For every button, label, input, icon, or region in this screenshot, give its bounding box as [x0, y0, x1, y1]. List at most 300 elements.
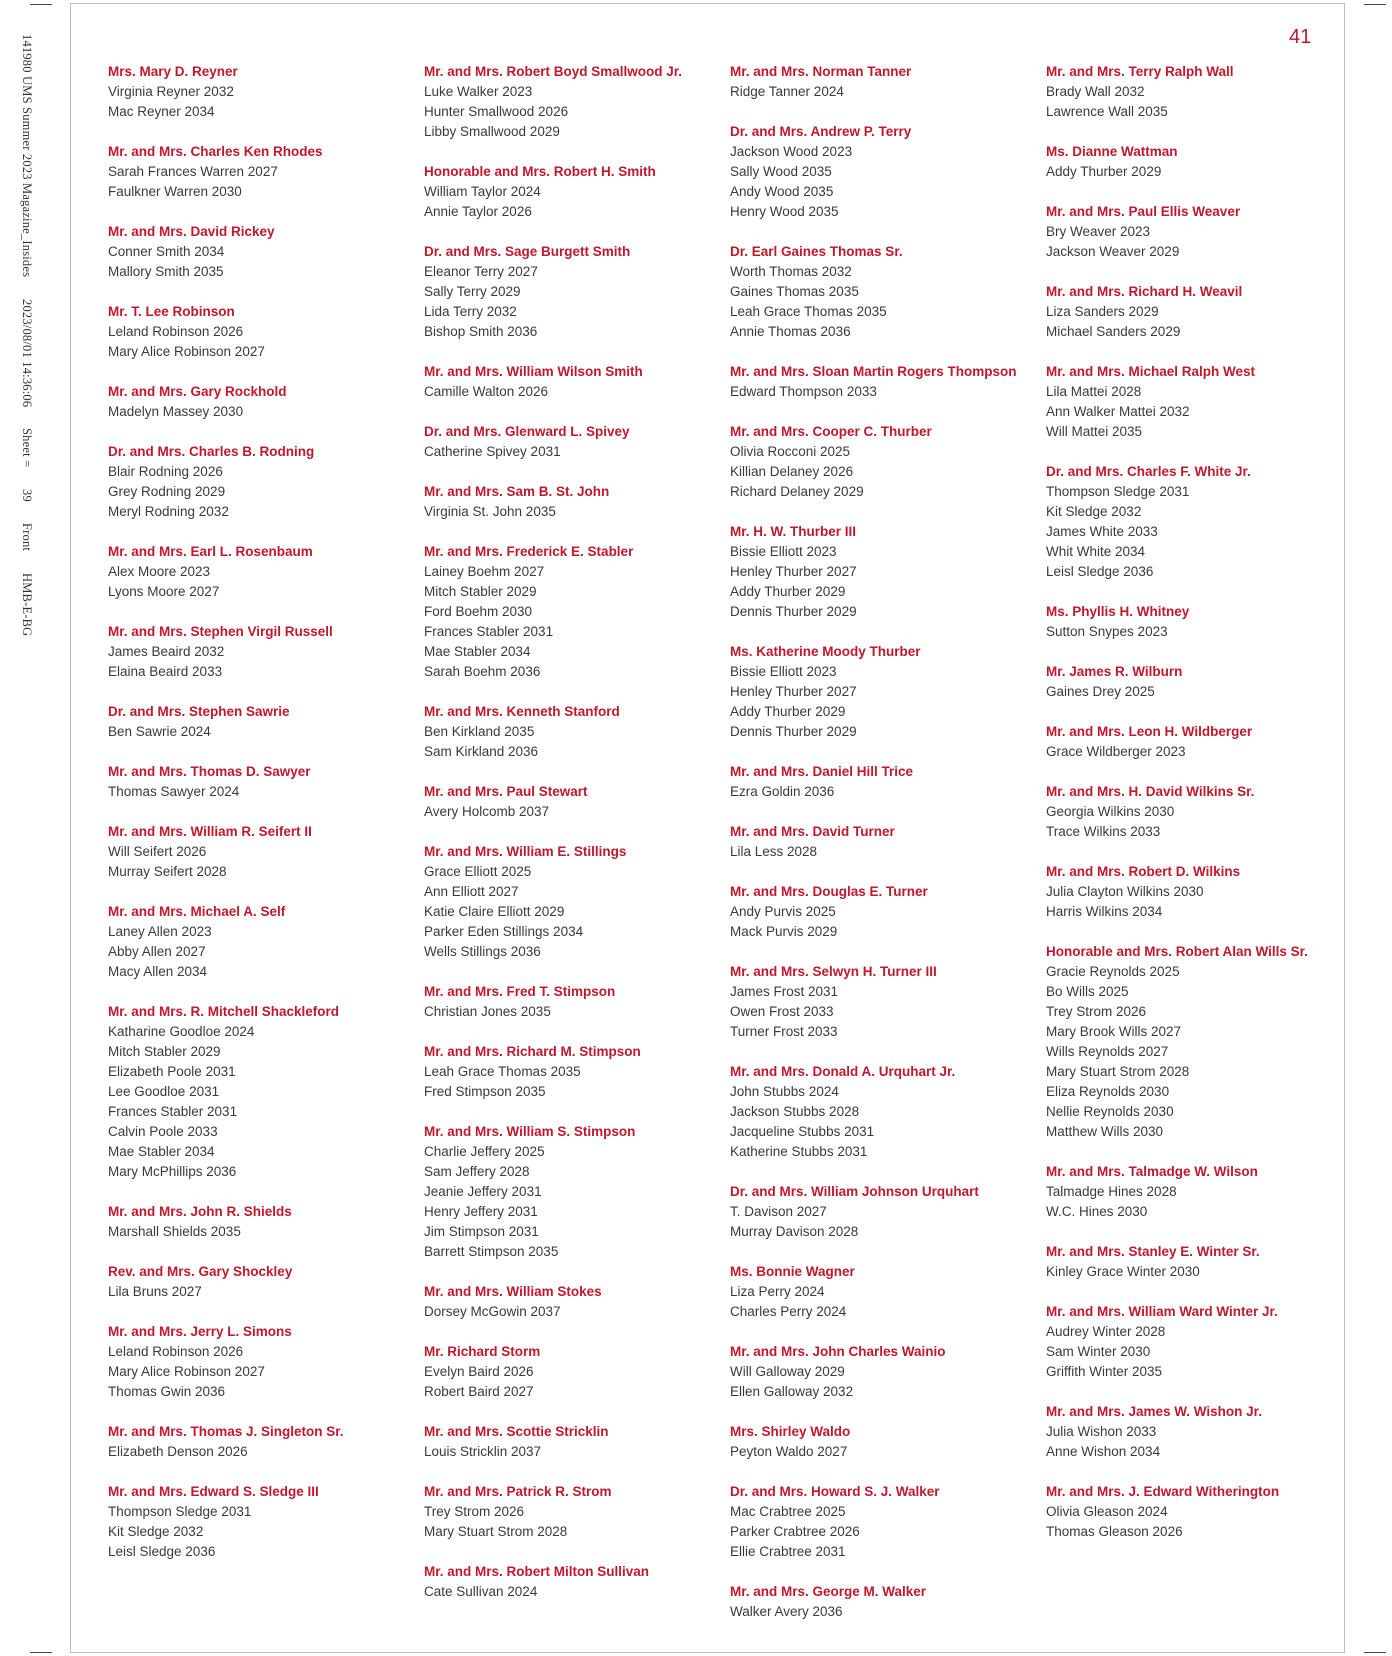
donor-name: Mr. and Mrs. John Charles Wainio	[730, 1344, 946, 1359]
honoree-name: Leah Grace Thomas 2035	[730, 304, 887, 319]
donor-name: Mr. and Mrs. Terry Ralph Wall	[1046, 64, 1234, 79]
honoree-name: W.C. Hines 2030	[1046, 1204, 1148, 1219]
donor-entry	[1046, 1402, 1316, 1462]
donor-entry	[108, 1322, 398, 1402]
donor-entry	[1046, 462, 1316, 582]
donor-name: Mr. and Mrs. Fred T. Stimpson	[424, 984, 616, 999]
donor-entry	[424, 242, 714, 342]
donor-entry	[424, 1422, 714, 1462]
donor-name: Mr. and Mrs. Richard M. Stimpson	[424, 1044, 641, 1059]
donor-entry	[1046, 722, 1316, 762]
honoree-name: Mitch Stabler 2029	[108, 1044, 221, 1059]
honoree-name: John Stubbs 2024	[730, 1084, 839, 1099]
honoree-name: Ann Walker Mattei 2032	[1046, 404, 1190, 419]
donor-name: Honorable and Mrs. Robert H. Smith	[424, 164, 656, 179]
donor-entry	[424, 482, 714, 522]
honoree-name: Owen Frost 2033	[730, 1004, 834, 1019]
honoree-name: Thomas Gwin 2036	[108, 1384, 226, 1399]
honoree-name: Parker Crabtree 2026	[730, 1524, 860, 1539]
honoree-name: Camille Walton 2026	[424, 384, 549, 399]
honoree-name: Addy Thurber 2029	[730, 584, 846, 599]
honoree-name: Katie Claire Elliott 2029	[424, 904, 565, 919]
donor-name: Mr. and Mrs. Robert Milton Sullivan	[424, 1564, 650, 1579]
donor-entry	[730, 522, 1030, 622]
donor-name: Mr. H. W. Thurber III	[730, 524, 857, 539]
donor-entry	[730, 62, 1030, 102]
honoree-name: Macy Allen 2034	[108, 964, 208, 979]
donor-entry	[424, 842, 714, 962]
donor-entry	[424, 1482, 714, 1542]
slug-sheet-label: Sheet =	[20, 428, 34, 468]
honoree-name: Sam Jeffery 2028	[424, 1164, 530, 1179]
donor-entry	[424, 162, 714, 222]
honoree-name: Lida Terry 2032	[424, 304, 517, 319]
honoree-name: Murray Davison 2028	[730, 1224, 859, 1239]
honoree-name: Lee Goodloe 2031	[108, 1084, 220, 1099]
donor-name: Honorable and Mrs. Robert Alan Wills Sr.	[1046, 944, 1308, 959]
column-2	[424, 62, 714, 1622]
donor-name: Dr. and Mrs. Charles B. Rodning	[108, 444, 315, 459]
honoree-name: Richard Delaney 2029	[730, 484, 864, 499]
donor-entry	[108, 1002, 398, 1182]
honoree-name: Parker Eden Stillings 2034	[424, 924, 584, 939]
donor-name: Mr. and Mrs. Patrick R. Strom	[424, 1484, 612, 1499]
donor-name: Mr. and Mrs. Charles Ken Rhodes	[108, 144, 323, 159]
honoree-name: Gracie Reynolds 2025	[1046, 964, 1180, 979]
donor-name: Mr. and Mrs. Robert Boyd Smallwood Jr.	[424, 64, 683, 79]
donor-entry	[424, 1122, 714, 1262]
honoree-name: Jeanie Jeffery 2031	[424, 1184, 542, 1199]
donor-entry	[730, 822, 1030, 862]
honoree-name: Elaina Beaird 2033	[108, 664, 223, 679]
honoree-name: Nellie Reynolds 2030	[1046, 1104, 1174, 1119]
print-slug	[14, 34, 34, 636]
honoree-name: Thompson Sledge 2031	[108, 1504, 252, 1519]
honoree-name: Dennis Thurber 2029	[730, 604, 857, 619]
donor-name: Mr. and Mrs. H. David Wilkins Sr.	[1046, 784, 1255, 799]
honoree-name: Libby Smallwood 2029	[424, 124, 560, 139]
donor-name: Mr. James R. Wilburn	[1046, 664, 1183, 679]
donor-name: Dr. and Mrs. Howard S. J. Walker	[730, 1484, 940, 1499]
donor-entry	[108, 622, 398, 682]
donor-name: Ms. Phyllis H. Whitney	[1046, 604, 1190, 619]
honoree-name: Ben Sawrie 2024	[108, 724, 211, 739]
donor-entry	[730, 1582, 1030, 1622]
donor-entry	[108, 702, 398, 742]
honoree-name: Jacqueline Stubbs 2031	[730, 1124, 875, 1139]
honoree-name: Bo Wills 2025	[1046, 984, 1129, 999]
donor-name: Dr. and Mrs. Stephen Sawrie	[108, 704, 290, 719]
honoree-name: Griffith Winter 2035	[1046, 1364, 1163, 1379]
donor-entry	[108, 1482, 398, 1562]
honoree-name: Barrett Stimpson 2035	[424, 1244, 559, 1259]
honoree-name: Kinley Grace Winter 2030	[1046, 1264, 1200, 1279]
donor-entry	[1046, 362, 1316, 442]
honoree-name: Killian Delaney 2026	[730, 464, 854, 479]
donor-entry	[1046, 1482, 1316, 1542]
honoree-name: Ellen Galloway 2032	[730, 1384, 854, 1399]
honoree-name: Jackson Stubbs 2028	[730, 1104, 860, 1119]
honoree-name: Jackson Wood 2023	[730, 144, 853, 159]
honoree-name: Brady Wall 2032	[1046, 84, 1145, 99]
donor-name: Mr. and Mrs. J. Edward Witherington	[1046, 1484, 1280, 1499]
honoree-name: Edward Thompson 2033	[730, 384, 877, 399]
donor-entry	[108, 1422, 398, 1462]
donor-name: Mr. and Mrs. William R. Seifert II	[108, 824, 312, 839]
donor-name: Mr. and Mrs. Donald A. Urquhart Jr.	[730, 1064, 956, 1079]
honoree-name: Lawrence Wall 2035	[1046, 104, 1168, 119]
honoree-name: Trace Wilkins 2033	[1046, 824, 1161, 839]
honoree-name: Addy Thurber 2029	[1046, 164, 1162, 179]
donor-entry	[730, 242, 1030, 342]
honoree-name: Avery Holcomb 2037	[424, 804, 550, 819]
honoree-name: Elizabeth Poole 2031	[108, 1064, 236, 1079]
honoree-name: Hunter Smallwood 2026	[424, 104, 569, 119]
honoree-name: Mae Stabler 2034	[424, 644, 531, 659]
honoree-name: Frances Stabler 2031	[424, 624, 554, 639]
donor-entry	[108, 62, 398, 122]
honoree-name: Turner Frost 2033	[730, 1024, 838, 1039]
honoree-name: Julia Wishon 2033	[1046, 1424, 1157, 1439]
slug-sheet-number: 39	[20, 488, 34, 502]
honoree-name: Mac Crabtree 2025	[730, 1504, 846, 1519]
honoree-name: Sally Terry 2029	[424, 284, 521, 299]
donor-name: Mr. and Mrs. Paul Ellis Weaver	[1046, 204, 1241, 219]
donor-entry	[108, 822, 398, 882]
honoree-name: Robert Baird 2027	[424, 1384, 534, 1399]
honoree-name: Katharine Goodloe 2024	[108, 1024, 255, 1039]
donor-name: Mr. and Mrs. Douglas E. Turner	[730, 884, 928, 899]
honoree-name: Jim Stimpson 2031	[424, 1224, 539, 1239]
donor-name: Mr. and Mrs. Scottie Stricklin	[424, 1424, 609, 1439]
donor-entry	[108, 1262, 398, 1302]
donor-entry	[108, 902, 398, 982]
slug-code: HMB-E-BG	[20, 572, 34, 636]
donor-entry	[730, 1422, 1030, 1462]
honoree-name: James White 2033	[1046, 524, 1158, 539]
donor-entry	[1046, 202, 1316, 262]
honoree-name: Mac Reyner 2034	[108, 104, 215, 119]
honoree-name: Charles Perry 2024	[730, 1304, 847, 1319]
donor-name: Mr. and Mrs. Cooper C. Thurber	[730, 424, 932, 439]
honoree-name: Henry Wood 2035	[730, 204, 839, 219]
honoree-name: Dorsey McGowin 2037	[424, 1304, 561, 1319]
honoree-name: Peyton Waldo 2027	[730, 1444, 848, 1459]
donor-entry	[424, 422, 714, 462]
crop-mark	[1364, 1652, 1386, 1653]
honoree-name: Luke Walker 2023	[424, 84, 533, 99]
donor-name: Mr. and Mrs. Norman Tanner	[730, 64, 912, 79]
honoree-name: Sam Kirkland 2036	[424, 744, 539, 759]
donor-name: Dr. and Mrs. William Johnson Urquhart	[730, 1184, 979, 1199]
donor-name: Mr. and Mrs. Leon H. Wildberger	[1046, 724, 1253, 739]
donor-name: Mr. and Mrs. Sam B. St. John	[424, 484, 610, 499]
donor-entry	[1046, 1242, 1316, 1282]
honoree-name: Ellie Crabtree 2031	[730, 1544, 846, 1559]
donor-name: Dr. and Mrs. Glenward L. Spivey	[424, 424, 630, 439]
donor-entry	[1046, 942, 1316, 1142]
honoree-name: Will Mattei 2035	[1046, 424, 1143, 439]
column-4	[1046, 62, 1316, 1562]
donor-entry	[108, 542, 398, 602]
honoree-name: Sutton Snypes 2023	[1046, 624, 1168, 639]
donor-entry	[730, 362, 1030, 402]
slug-date: 2023/08/01 14:36:06	[20, 298, 34, 407]
donor-entry	[730, 422, 1030, 502]
crop-mark	[1364, 4, 1386, 5]
honoree-name: Grace Elliott 2025	[424, 864, 532, 879]
donor-name: Mr. and Mrs. Thomas J. Singleton Sr.	[108, 1424, 344, 1439]
honoree-name: Liza Perry 2024	[730, 1284, 825, 1299]
donor-name: Mr. and Mrs. Richard H. Weavil	[1046, 284, 1243, 299]
honoree-name: Frances Stabler 2031	[108, 1104, 238, 1119]
honoree-name: Lila Mattei 2028	[1046, 384, 1142, 399]
honoree-name: Georgia Wilkins 2030	[1046, 804, 1175, 819]
honoree-name: Kit Sledge 2032	[108, 1524, 204, 1539]
donor-name: Mr. Richard Storm	[424, 1344, 541, 1359]
donor-name: Mr. and Mrs. Michael Ralph West	[1046, 364, 1256, 379]
donor-name: Dr. Earl Gaines Thomas Sr.	[730, 244, 903, 259]
honoree-name: Thompson Sledge 2031	[1046, 484, 1190, 499]
honoree-name: Leland Robinson 2026	[108, 324, 244, 339]
honoree-name: Sam Winter 2030	[1046, 1344, 1151, 1359]
honoree-name: Bissie Elliott 2023	[730, 664, 837, 679]
honoree-name: Mary McPhillips 2036	[108, 1164, 237, 1179]
honoree-name: Michael Sanders 2029	[1046, 324, 1181, 339]
honoree-name: Henley Thurber 2027	[730, 564, 857, 579]
donor-name: Mr. and Mrs. Gary Rockhold	[108, 384, 287, 399]
honoree-name: Leah Grace Thomas 2035	[424, 1064, 581, 1079]
donor-entry	[730, 1182, 1030, 1242]
donor-name: Mr. and Mrs. Edward S. Sledge III	[108, 1484, 319, 1499]
donor-entry	[108, 762, 398, 802]
honoree-name: Ford Boehm 2030	[424, 604, 533, 619]
donor-entry	[424, 702, 714, 762]
honoree-name: Leland Robinson 2026	[108, 1344, 244, 1359]
donor-entry	[1046, 782, 1316, 842]
honoree-name: Sarah Boehm 2036	[424, 664, 541, 679]
slug-side: Front	[20, 523, 34, 552]
honoree-name: Grace Wildberger 2023	[1046, 744, 1186, 759]
donor-entry	[424, 1562, 714, 1602]
honoree-name: Annie Taylor 2026	[424, 204, 532, 219]
donor-name: Mr. and Mrs. William Wilson Smith	[424, 364, 643, 379]
donor-name: Mr. and Mrs. David Rickey	[108, 224, 275, 239]
honoree-name: Andy Purvis 2025	[730, 904, 836, 919]
donor-entry	[424, 1282, 714, 1322]
donor-name: Mr. and Mrs. Paul Stewart	[424, 784, 588, 799]
honoree-name: Dennis Thurber 2029	[730, 724, 857, 739]
honoree-name: Anne Wishon 2034	[1046, 1444, 1161, 1459]
honoree-name: Lila Bruns 2027	[108, 1284, 202, 1299]
donor-name: Mr. and Mrs. William Stokes	[424, 1284, 602, 1299]
donor-entry	[424, 1342, 714, 1402]
honoree-name: Charlie Jeffery 2025	[424, 1144, 545, 1159]
honoree-name: Alex Moore 2023	[108, 564, 211, 579]
honoree-name: Ben Kirkland 2035	[424, 724, 535, 739]
honoree-name: James Frost 2031	[730, 984, 839, 999]
honoree-name: Madelyn Massey 2030	[108, 404, 244, 419]
donor-name: Dr. and Mrs. Andrew P. Terry	[730, 124, 912, 139]
honoree-name: Bishop Smith 2036	[424, 324, 538, 339]
donor-entry	[108, 382, 398, 422]
donor-name: Mr. and Mrs. John R. Shields	[108, 1204, 292, 1219]
honoree-name: Blair Rodning 2026	[108, 464, 223, 479]
donor-name: Dr. and Mrs. Charles F. White Jr.	[1046, 464, 1251, 479]
column-3	[730, 62, 1030, 1642]
donor-entry	[730, 882, 1030, 942]
honoree-name: Laney Allen 2023	[108, 924, 212, 939]
honoree-name: Grey Rodning 2029	[108, 484, 226, 499]
crop-mark	[30, 4, 52, 5]
donor-name: Mr. and Mrs. Michael A. Self	[108, 904, 286, 919]
donor-name: Mr. and Mrs. Daniel Hill Trice	[730, 764, 914, 779]
donor-entry	[108, 302, 398, 362]
crop-mark	[30, 1652, 52, 1653]
donor-entry	[424, 542, 714, 682]
honoree-name: Eleanor Terry 2027	[424, 264, 538, 279]
donor-entry	[1046, 662, 1316, 702]
honoree-name: Mary Alice Robinson 2027	[108, 1364, 265, 1379]
honoree-name: Meryl Rodning 2032	[108, 504, 229, 519]
honoree-name: Faulkner Warren 2030	[108, 184, 242, 199]
donor-name: Mr. and Mrs. Selwyn H. Turner III	[730, 964, 937, 979]
donor-name: Mr. and Mrs. Jerry L. Simons	[108, 1324, 292, 1339]
donor-name: Mr. and Mrs. William Ward Winter Jr.	[1046, 1304, 1278, 1319]
honoree-name: Olivia Rocconi 2025	[730, 444, 851, 459]
honoree-name: Leisl Sledge 2036	[1046, 564, 1154, 579]
donor-entry	[108, 142, 398, 202]
honoree-name: Lyons Moore 2027	[108, 584, 220, 599]
honoree-name: Ann Elliott 2027	[424, 884, 519, 899]
donor-name: Mr. and Mrs. Thomas D. Sawyer	[108, 764, 311, 779]
honoree-name: Mary Stuart Strom 2028	[1046, 1064, 1190, 1079]
donor-entry	[1046, 1302, 1316, 1382]
honoree-name: Liza Sanders 2029	[1046, 304, 1159, 319]
donor-name: Mr. and Mrs. William E. Stillings	[424, 844, 627, 859]
honoree-name: Virginia Reyner 2032	[108, 84, 234, 99]
honoree-name: Will Galloway 2029	[730, 1364, 845, 1379]
honoree-name: Leisl Sledge 2036	[108, 1544, 216, 1559]
honoree-name: Wills Reynolds 2027	[1046, 1044, 1169, 1059]
honoree-name: Eliza Reynolds 2030	[1046, 1084, 1170, 1099]
honoree-name: Thomas Sawyer 2024	[108, 784, 240, 799]
honoree-name: Bissie Elliott 2023	[730, 544, 837, 559]
honoree-name: Evelyn Baird 2026	[424, 1364, 534, 1379]
honoree-name: Mallory Smith 2035	[108, 264, 224, 279]
honoree-name: Mack Purvis 2029	[730, 924, 838, 939]
donor-name: Mr. and Mrs. David Turner	[730, 824, 895, 839]
donor-name: Mrs. Shirley Waldo	[730, 1424, 851, 1439]
honoree-name: Ezra Goldin 2036	[730, 784, 835, 799]
donor-entry	[1046, 602, 1316, 642]
honoree-name: Jackson Weaver 2029	[1046, 244, 1180, 259]
donor-name: Rev. and Mrs. Gary Shockley	[108, 1264, 293, 1279]
column-1	[108, 62, 398, 1582]
honoree-name: Catherine Spivey 2031	[424, 444, 561, 459]
honoree-name: Julia Clayton Wilkins 2030	[1046, 884, 1204, 899]
honoree-name: Trey Strom 2026	[424, 1504, 525, 1519]
donor-name: Mr. and Mrs. Kenneth Stanford	[424, 704, 620, 719]
honoree-name: Trey Strom 2026	[1046, 1004, 1147, 1019]
donor-entry	[730, 122, 1030, 222]
donor-name: Mr. and Mrs. Talmadge W. Wilson	[1046, 1164, 1258, 1179]
donor-name: Mr. and Mrs. R. Mitchell Shackleford	[108, 1004, 340, 1019]
honoree-name: Calvin Poole 2033	[108, 1124, 218, 1139]
honoree-name: Bry Weaver 2023	[1046, 224, 1151, 239]
donor-name: Mr. and Mrs. James W. Wishon Jr.	[1046, 1404, 1262, 1419]
page-number: 41	[1289, 26, 1312, 48]
honoree-name: William Taylor 2024	[424, 184, 541, 199]
donor-entry	[108, 222, 398, 282]
donor-name: Mr. and Mrs. Earl L. Rosenbaum	[108, 544, 313, 559]
honoree-name: Gaines Thomas 2035	[730, 284, 859, 299]
honoree-name: Harris Wilkins 2034	[1046, 904, 1163, 919]
donor-entry	[730, 1482, 1030, 1562]
honoree-name: James Beaird 2032	[108, 644, 225, 659]
honoree-name: Sarah Frances Warren 2027	[108, 164, 278, 179]
honoree-name: Fred Stimpson 2035	[424, 1084, 546, 1099]
honoree-name: Katherine Stubbs 2031	[730, 1144, 868, 1159]
donor-name: Mr. and Mrs. Robert D. Wilkins	[1046, 864, 1241, 879]
donor-name: Mr. and Mrs. Stephen Virgil Russell	[108, 624, 333, 639]
donor-name: Mr. and Mrs. William S. Stimpson	[424, 1124, 636, 1139]
donor-entry	[424, 362, 714, 402]
donor-entry	[1046, 1162, 1316, 1222]
honoree-name: Addy Thurber 2029	[730, 704, 846, 719]
honoree-name: Whit White 2034	[1046, 544, 1146, 559]
donor-entry	[1046, 282, 1316, 342]
honoree-name: Kit Sledge 2032	[1046, 504, 1142, 519]
honoree-name: Annie Thomas 2036	[730, 324, 851, 339]
donor-name: Mr. and Mrs. George M. Walker	[730, 1584, 927, 1599]
honoree-name: Mae Stabler 2034	[108, 1144, 215, 1159]
honoree-name: Henley Thurber 2027	[730, 684, 857, 699]
donor-entry	[1046, 142, 1316, 182]
donor-name: Ms. Dianne Wattman	[1046, 144, 1178, 159]
honoree-name: Will Seifert 2026	[108, 844, 207, 859]
donor-entry	[730, 642, 1030, 742]
donor-entry	[424, 62, 714, 142]
donor-entry	[730, 962, 1030, 1042]
honoree-name: Louis Stricklin 2037	[424, 1444, 542, 1459]
honoree-name: Marshall Shields 2035	[108, 1224, 241, 1239]
donor-entry	[424, 782, 714, 822]
honoree-name: Ridge Tanner 2024	[730, 84, 844, 99]
donor-entry	[108, 442, 398, 522]
honoree-name: Mary Alice Robinson 2027	[108, 344, 265, 359]
honoree-name: Conner Smith 2034	[108, 244, 225, 259]
honoree-name: Sally Wood 2035	[730, 164, 832, 179]
honoree-name: Henry Jeffery 2031	[424, 1204, 538, 1219]
honoree-name: Mary Brook Wills 2027	[1046, 1024, 1182, 1039]
honoree-name: Wells Stillings 2036	[424, 944, 541, 959]
donor-entry	[1046, 862, 1316, 922]
honoree-name: Andy Wood 2035	[730, 184, 834, 199]
honoree-name: Murray Seifert 2028	[108, 864, 227, 879]
slug-job: 141980 UMS Summer 2023 Magazine_Insides	[20, 34, 34, 278]
donor-entry	[730, 762, 1030, 802]
honoree-name: Christian Jones 2035	[424, 1004, 551, 1019]
honoree-name: Matthew Wills 2030	[1046, 1124, 1164, 1139]
donor-name: Dr. and Mrs. Sage Burgett Smith	[424, 244, 631, 259]
honoree-name: Mary Stuart Strom 2028	[424, 1524, 568, 1539]
donor-name: Mrs. Mary D. Reyner	[108, 64, 238, 79]
donor-name: Mr. T. Lee Robinson	[108, 304, 235, 319]
donor-name: Mr. and Mrs. Frederick E. Stabler	[424, 544, 634, 559]
honoree-name: Audrey Winter 2028	[1046, 1324, 1166, 1339]
honoree-name: Talmadge Hines 2028	[1046, 1184, 1177, 1199]
